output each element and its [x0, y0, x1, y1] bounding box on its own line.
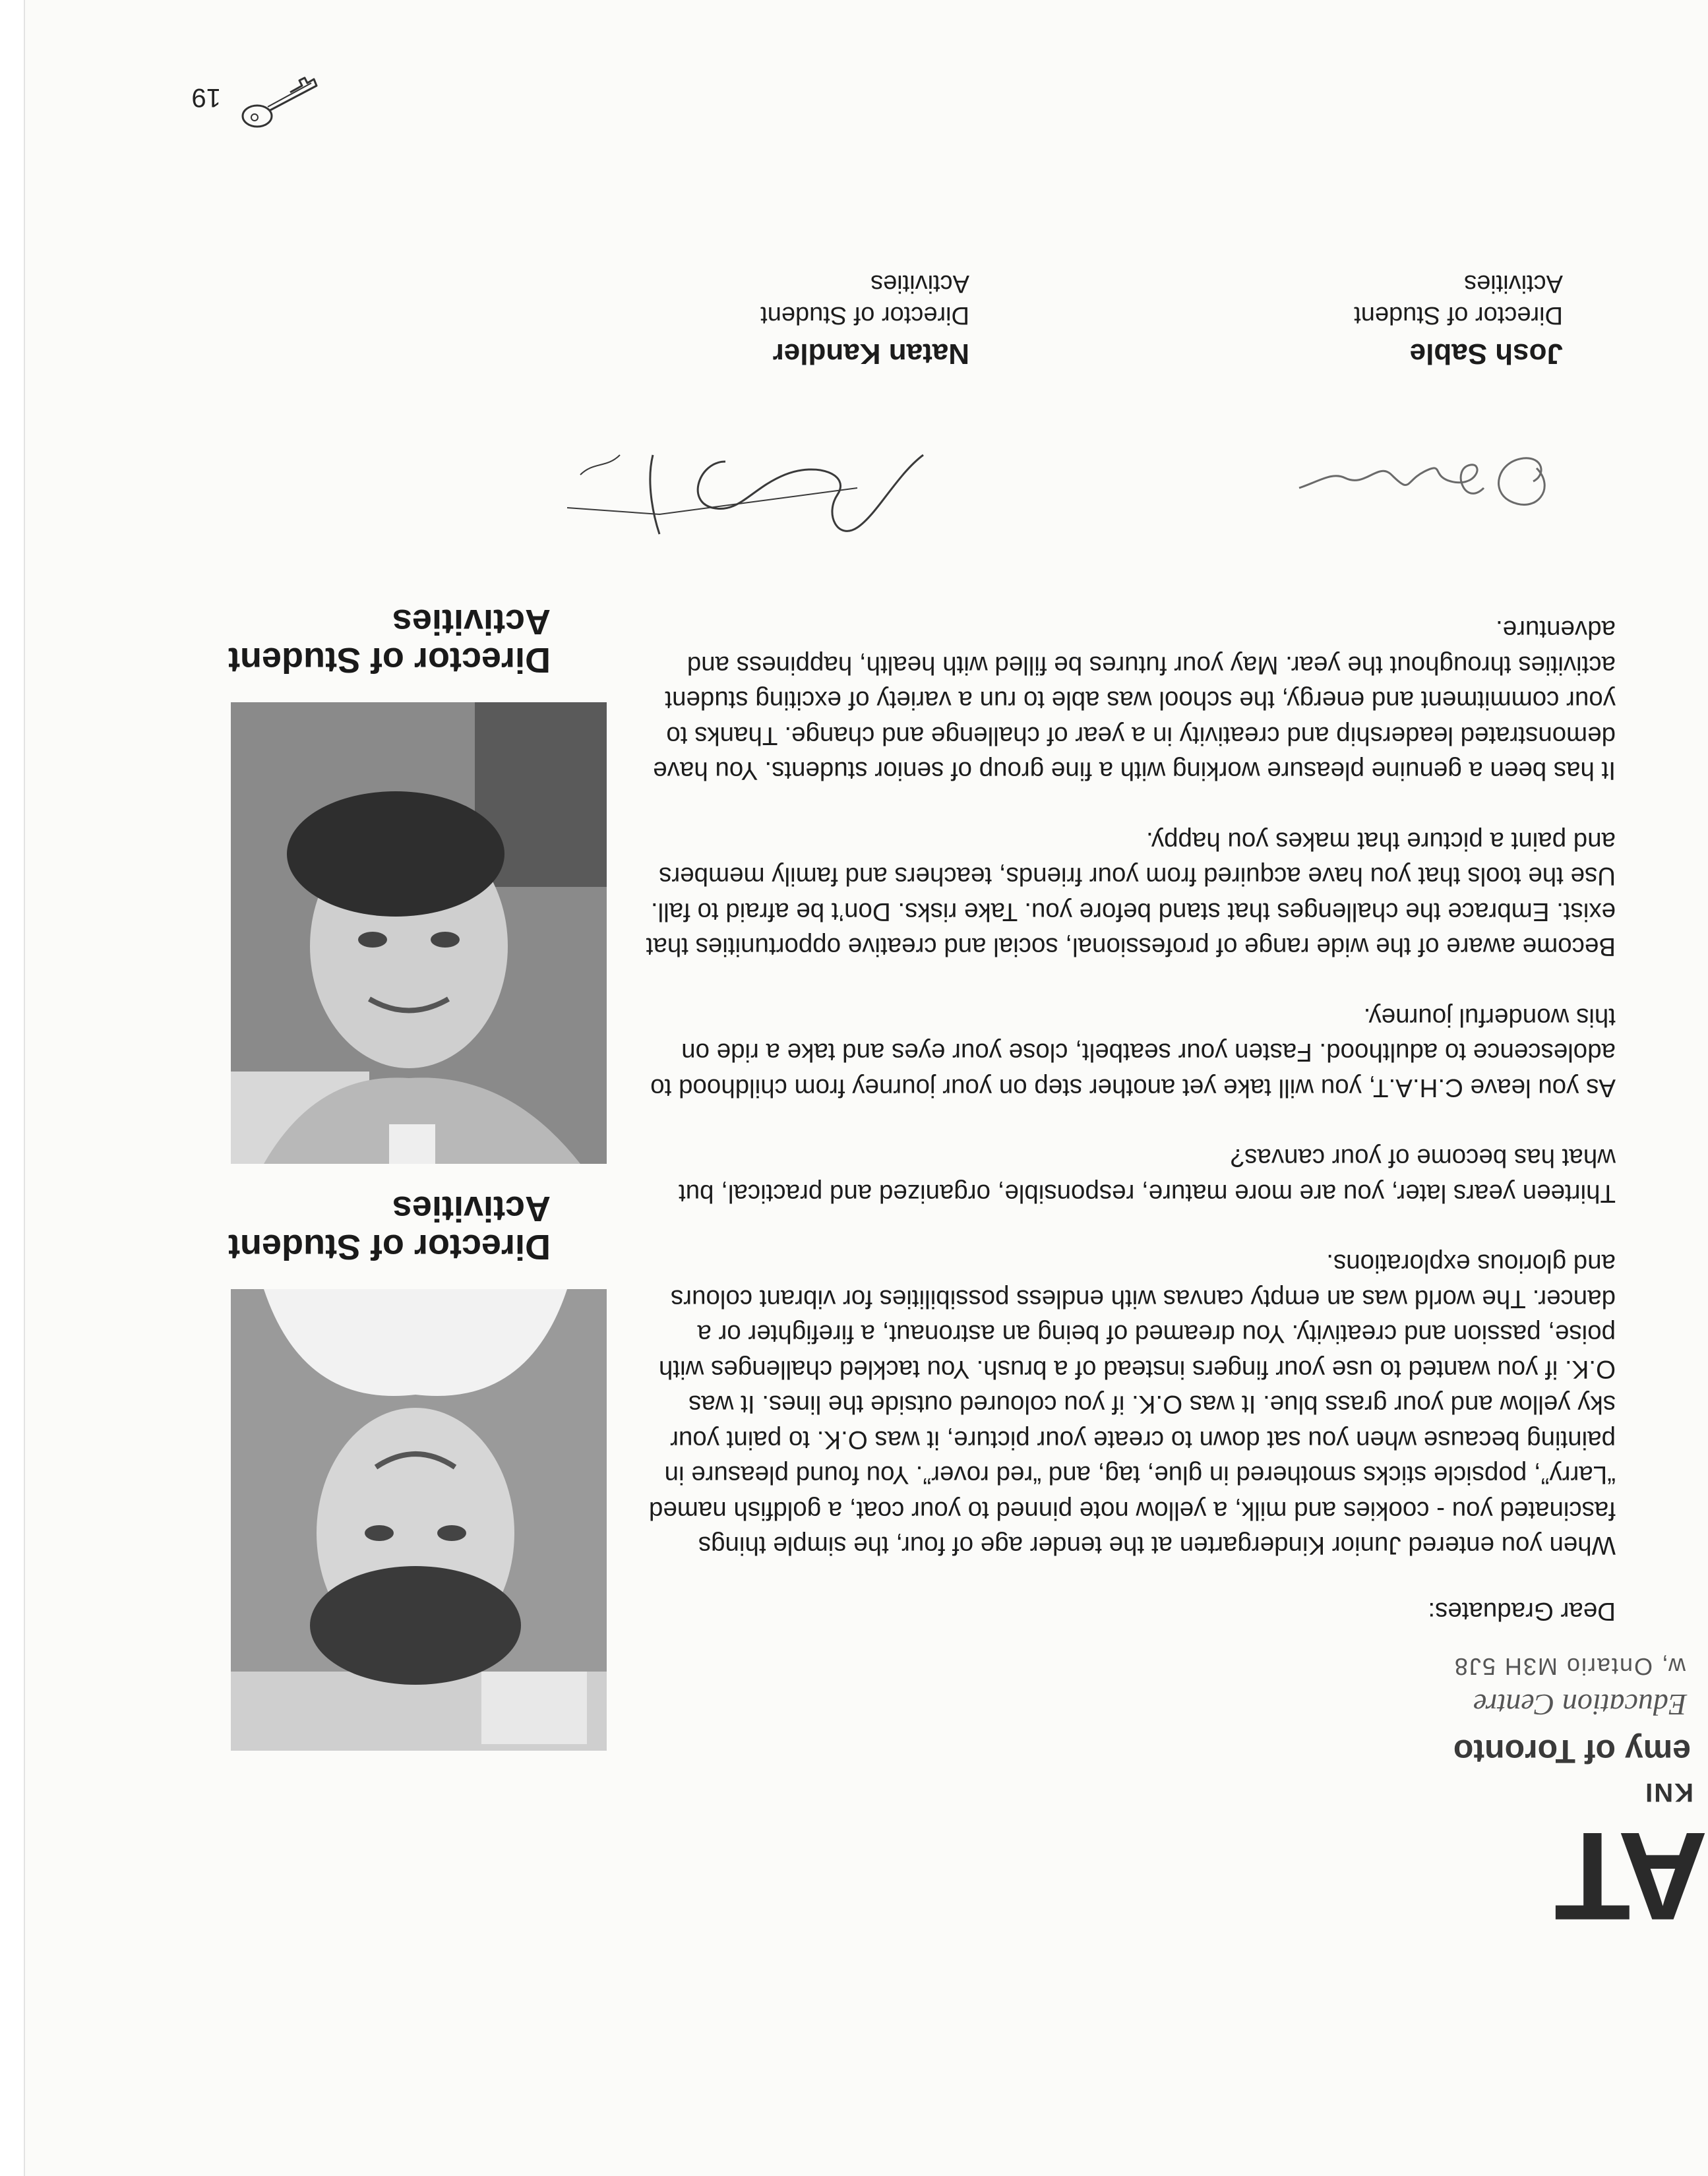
page-edge: [0, 0, 25, 2176]
letterhead-logo: AT: [1558, 1806, 1708, 1946]
letter-paragraph: Become aware of the wide range of professional, social and creative opportunities that exist. Embrace the challenges that stand before you. Take risks. Don’t be afraid to fall. Use the tools that you have acquired from your friends, teachers and family members and paint a picture that makes you happy.: [646, 827, 1616, 961]
portrait-photo: [231, 1289, 607, 1751]
letter-paragraph: As you leave C.H.A.T, you will take yet another step on your journey from childhood to adolescence to adulthood. Fasten your seatbelt, close your eyes and take a ride on this wonderful journey.: [650, 1003, 1616, 1102]
signature-natan-kandler: [567, 435, 936, 554]
signer-block: [679, 268, 969, 369]
photo-caption: Director of Student Activities: [228, 602, 551, 680]
signer-name: Josh Sable: [1409, 338, 1563, 370]
letterhead-tagline: KNI: [1644, 1778, 1693, 1807]
photo-caption: Director of Student Activities: [228, 1189, 551, 1267]
letter-paragraph: When you entered Junior Kindergarten at the tender age of four, the simple things fascinated you - cookies and milk, a yellow note pinned to your coat, a goldfish named “Larry”, popsicle sticks smothered in glue, tag, and “red rover”. You found pleasure in painting because when you sat down to create your picture, it was O.K. to paint your sky yellow and your grass blue. It was O.K. if you coloured outside the lines. It was O.K. if you wanted to use your fingers instead of a brush. You tackled challenges with poise, passion and creativity. You dreamed of being an astronaut, a firefighter or a dancer. The world was an empty canvas with endless possibilities for vibrant colours and glorious explorations.: [649, 1249, 1616, 1560]
letter-paragraph: Thirteen years later, you are more mature, responsible, organized and practical, but what has become of your canvas?: [679, 1143, 1616, 1207]
key-icon: [237, 73, 323, 132]
signer-block: [1273, 268, 1563, 369]
letterhead-centre: Education Centre: [1473, 1688, 1687, 1722]
page-number: 19: [191, 83, 221, 112]
signer-title: Director of Student Activities: [1354, 270, 1563, 329]
letterhead-address: w, Ontario M3H 5J8: [1453, 1653, 1686, 1680]
letter-paragraph: It has been a genuine pleasure working with a fine group of senior students. You have demonstrated leadership and creativity in a year of challenge and change. Thanks to your commitment and energy, the school was able to run a variety of exciting student activities throughout the year. May your futures be filled with health, happiness and adventure.: [653, 615, 1616, 785]
letter-salutation: Dear Graduates:: [1428, 1597, 1616, 1625]
portrait-photo: [231, 702, 607, 1164]
signature-josh-sable: [1286, 435, 1563, 528]
letterhead-school-name: emy of Toronto: [1453, 1733, 1691, 1770]
letter-body: [640, 577, 1616, 1629]
signer-title: Director of Student Activities: [760, 270, 969, 329]
signer-name: Natan Kandler: [772, 338, 969, 370]
